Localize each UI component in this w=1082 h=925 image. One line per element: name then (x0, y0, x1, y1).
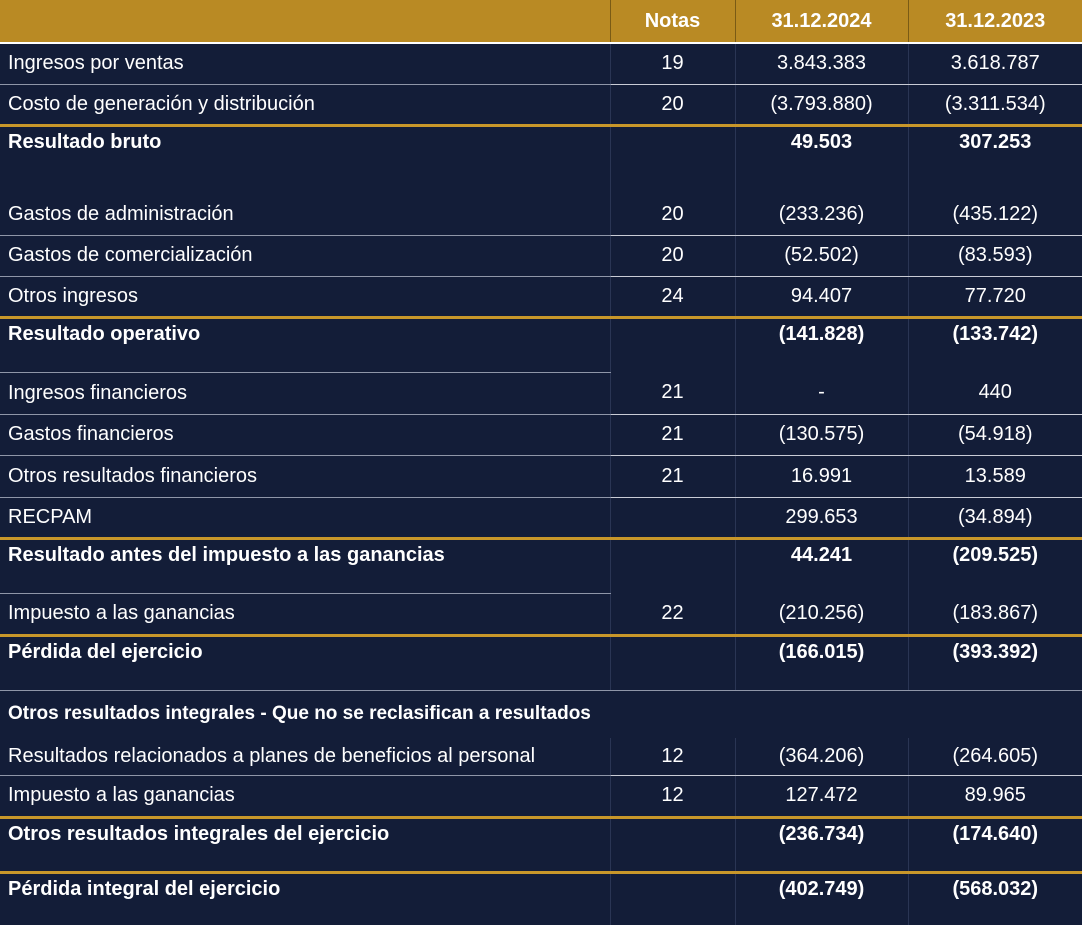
row-label: Otros resultados integrales del ejercicio (0, 817, 610, 872)
row-value-2023: (209.525) (908, 538, 1082, 593)
table-row (0, 372, 1082, 414)
section-title: Otros resultados integrales - Que no se reclasifican a resultados (8, 703, 591, 725)
table-row (0, 276, 1082, 317)
row-notes: 12 (610, 738, 735, 775)
row-label: Ingresos por ventas (0, 43, 610, 84)
row-value-2024: (141.828) (735, 317, 908, 372)
row-value-2024: (233.236) (735, 195, 908, 235)
row-value-2024: 127.472 (735, 775, 908, 817)
row-value-2024: (236.734) (735, 817, 908, 872)
row-notes (610, 497, 735, 538)
row-label: RECPAM (8, 505, 93, 528)
row-notes: 20 (610, 84, 735, 125)
row-value-2024: 94.407 (735, 276, 908, 317)
row-value-2023: (133.742) (908, 317, 1082, 372)
row-value-2023: (83.593) (908, 235, 1082, 276)
table-row (0, 455, 1082, 497)
row-label: Resultados relacionados a planes de beneficios al personal (0, 738, 610, 775)
row-label: Impuesto a las ganancias (8, 784, 235, 806)
header-notes: Notas (610, 0, 735, 43)
row-notes (610, 635, 735, 690)
table-row (0, 738, 1082, 775)
row-value-2023: (435.122) (908, 195, 1082, 235)
row-label: Gastos de comercialización (0, 235, 610, 276)
row-value-2023: (54.918) (908, 414, 1082, 455)
row-value-2023: (34.894) (908, 497, 1082, 538)
row-notes: 21 (610, 455, 735, 497)
row-notes (610, 872, 735, 925)
section-title-row (0, 690, 1082, 738)
row-label: Resultado antes del impuesto a las ganancias (0, 538, 610, 593)
row-label: Resultado bruto (0, 125, 610, 195)
row-value-2024: (52.502) (735, 235, 908, 276)
row-label: Gastos financieros (0, 414, 610, 455)
table-row (0, 497, 1082, 538)
row-value-2024: 299.653 (735, 497, 908, 538)
row-value-2023: 440 (908, 372, 1082, 414)
table-header (0, 0, 1082, 43)
row-value-2023: 307.253 (908, 125, 1082, 195)
row-value-2024: - (735, 372, 908, 414)
table-row (0, 195, 1082, 235)
row-value-2024: (210.256) (735, 593, 908, 635)
table-row (0, 235, 1082, 276)
header-label-cell (0, 0, 610, 43)
subtotal-row (0, 817, 1082, 872)
row-label: Otros ingresos (8, 284, 139, 307)
row-notes (610, 817, 735, 872)
row-value-2023: (568.032) (908, 872, 1082, 925)
table-row (0, 775, 1082, 817)
subtotal-row (0, 317, 1082, 372)
row-label: Impuesto a las ganancias (8, 602, 235, 624)
row-notes: 22 (610, 593, 735, 635)
row-value-2023: (3.311.534) (908, 84, 1082, 125)
table-row (0, 414, 1082, 455)
row-notes: 12 (610, 775, 735, 817)
row-label: Ingresos financieros (0, 372, 610, 414)
row-value-2023: (174.640) (908, 817, 1082, 872)
row-value-2024: 3.843.383 (735, 43, 908, 84)
row-value-2024: 49.503 (735, 125, 908, 195)
row-value-2024: 16.991 (735, 455, 908, 497)
row-notes (610, 125, 735, 195)
total-row (0, 872, 1082, 925)
row-value-2024: 44.241 (735, 538, 908, 593)
row-value-2023: 13.589 (908, 455, 1082, 497)
row-value-2023: 77.720 (908, 276, 1082, 317)
row-notes: 24 (610, 276, 735, 317)
row-notes (610, 538, 735, 593)
header-2023: 31.12.2023 (908, 0, 1082, 43)
row-notes: 21 (610, 414, 735, 455)
row-value-2023: (393.392) (908, 635, 1082, 690)
subtotal-row (0, 125, 1082, 195)
row-label: Costo de generación y distribución (8, 92, 315, 115)
row-label: Pérdida del ejercicio (0, 635, 610, 690)
row-value-2023: (183.867) (908, 593, 1082, 635)
table-row (0, 43, 1082, 84)
row-value-2024: (402.749) (735, 872, 908, 925)
row-value-2024: (130.575) (735, 414, 908, 455)
table-row (0, 84, 1082, 125)
row-notes: 21 (610, 372, 735, 414)
row-label: Resultado operativo (0, 317, 610, 372)
row-label: Pérdida integral del ejercicio (0, 872, 610, 925)
row-value-2024: (3.793.880) (735, 84, 908, 125)
row-notes (610, 317, 735, 372)
subtotal-row (0, 538, 1082, 593)
row-notes: 20 (610, 235, 735, 276)
row-value-2024: (166.015) (735, 635, 908, 690)
table-row (0, 593, 1082, 635)
row-label: Gastos de administración (0, 195, 610, 235)
row-label: Otros resultados financieros (0, 455, 610, 497)
row-value-2023: 3.618.787 (908, 43, 1082, 84)
subtotal-row (0, 635, 1082, 690)
row-value-2023: 89.965 (908, 775, 1082, 817)
row-value-2023: (264.605) (908, 738, 1082, 775)
row-notes: 20 (610, 195, 735, 235)
row-notes: 19 (610, 43, 735, 84)
row-value-2024: (364.206) (735, 738, 908, 775)
header-2024: 31.12.2024 (735, 0, 908, 43)
